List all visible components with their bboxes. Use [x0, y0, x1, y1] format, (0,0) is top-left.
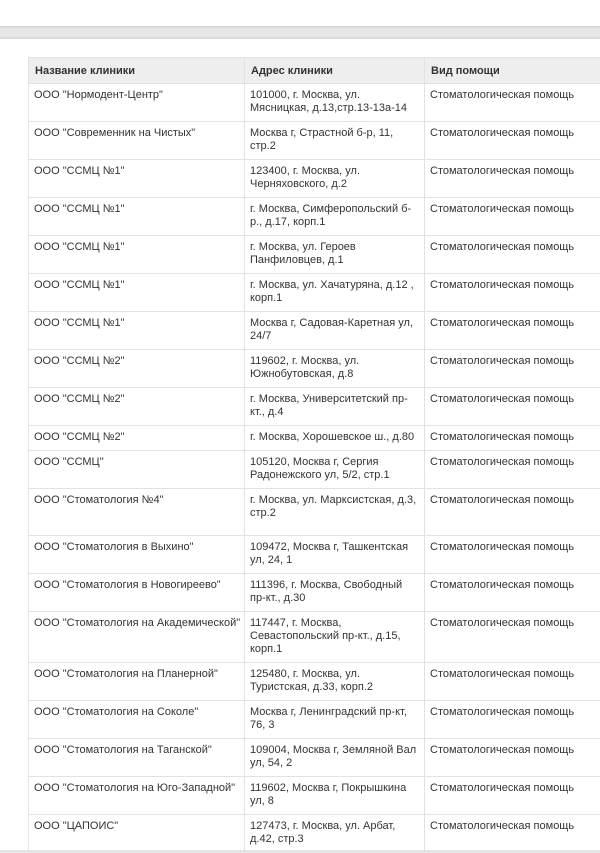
clinic-name: ООО "Стоматология на Юго-Западной" [29, 777, 245, 815]
clinic-name: ООО "Стоматология в Выхино" [29, 536, 245, 574]
clinic-list-card [0, 39, 600, 850]
service-type: Стоматологическая помощь [425, 160, 600, 198]
table-row [29, 536, 600, 574]
service-type: Стоматологическая помощь [425, 815, 600, 853]
clinic-address: Москва г, Ленинградский пр-кт, 76, 3 [245, 701, 425, 739]
table-row [29, 122, 600, 160]
clinic-address: 127473, г. Москва, ул. Арбат, д.42, стр.3 [245, 815, 425, 853]
table-row [29, 236, 600, 274]
clinic-name: ООО "ССМЦ №1" [29, 160, 245, 198]
service-type: Стоматологическая помощь [425, 350, 600, 388]
top-card [0, 0, 600, 26]
table-row [29, 388, 600, 426]
table-row [29, 701, 600, 739]
table-row [29, 312, 600, 350]
table-row [29, 739, 600, 777]
clinic-address: г. Москва, Университетский пр-кт., д.4 [245, 388, 425, 426]
service-type: Стоматологическая помощь [425, 574, 600, 612]
clinic-name: ООО "Стоматология №4" [29, 489, 245, 536]
service-type: Стоматологическая помощь [425, 84, 600, 122]
clinic-address: 123400, г. Москва, ул. Черняховского, д.2 [245, 160, 425, 198]
service-type: Стоматологическая помощь [425, 701, 600, 739]
service-type: Стоматологическая помощь [425, 312, 600, 350]
header-clinic-name: Название клиники [29, 58, 245, 84]
table-row [29, 426, 600, 451]
service-type: Стоматологическая помощь [425, 536, 600, 574]
clinic-address: г. Москва, ул. Героев Панфиловцев, д.1 [245, 236, 425, 274]
service-type: Стоматологическая помощь [425, 198, 600, 236]
clinic-name: ООО "ССМЦ №2" [29, 388, 245, 426]
service-type: Стоматологическая помощь [425, 274, 600, 312]
clinic-table [28, 57, 600, 853]
table-row [29, 815, 600, 853]
clinic-address: 101000, г. Москва, ул. Мясницкая, д.13,стр.13-13а-14 [245, 84, 425, 122]
clinic-name: ООО "ССМЦ №1" [29, 236, 245, 274]
clinic-address: г. Москва, ул. Марксистская, д.3, стр.2 [245, 489, 425, 536]
clinic-address: Москва г, Страстной б-р, 11, стр.2 [245, 122, 425, 160]
clinic-address: 125480, г. Москва, ул. Туристская, д.33, корп.2 [245, 663, 425, 701]
clinic-address: 109004, Москва г, Земляной Вал ул, 54, 2 [245, 739, 425, 777]
table-row [29, 84, 600, 122]
header-clinic-address: Адрес клиники [245, 58, 425, 84]
service-type: Стоматологическая помощь [425, 451, 600, 489]
clinic-name: ООО "ССМЦ №1" [29, 312, 245, 350]
clinic-name: ООО "ЦАПОИС" [29, 815, 245, 853]
clinic-address: г. Москва, Симферопольский б-р., д.17, корп.1 [245, 198, 425, 236]
table-row [29, 612, 600, 663]
header-service-type: Вид помощи [425, 58, 600, 84]
table-row [29, 451, 600, 489]
clinic-address: 119602, Москва г, Покрышкина ул, 8 [245, 777, 425, 815]
service-type: Стоматологическая помощь [425, 426, 600, 451]
table-row [29, 574, 600, 612]
service-type: Стоматологическая помощь [425, 236, 600, 274]
service-type: Стоматологическая помощь [425, 663, 600, 701]
table-row [29, 198, 600, 236]
table-row [29, 777, 600, 815]
service-type: Стоматологическая помощь [425, 122, 600, 160]
clinic-address: г. Москва, Хорошевское ш., д.80 [245, 426, 425, 451]
clinic-address: 119602, г. Москва, ул. Южнобутовская, д.8 [245, 350, 425, 388]
table-row [29, 663, 600, 701]
clinic-name: ООО "Стоматология в Новогиреево" [29, 574, 245, 612]
table-row [29, 274, 600, 312]
table-row [29, 350, 600, 388]
clinic-name: ООО "Нормодент-Центр" [29, 84, 245, 122]
table-header-row [29, 58, 600, 84]
clinic-name: ООО "Стоматология на Академической" [29, 612, 245, 663]
clinic-name: ООО "Стоматология на Планерной" [29, 663, 245, 701]
clinic-name: ООО "Стоматология на Соколе" [29, 701, 245, 739]
service-type: Стоматологическая помощь [425, 777, 600, 815]
clinic-address: 105120, Москва г, Сергия Радонежского ул, 5/2, стр.1 [245, 451, 425, 489]
clinic-name: ООО "ССМЦ №2" [29, 350, 245, 388]
service-type: Стоматологическая помощь [425, 388, 600, 426]
clinic-address: 111396, г. Москва, Свободный пр-кт., д.30 [245, 574, 425, 612]
table-row [29, 160, 600, 198]
clinic-address: Москва г, Садовая-Каретная ул, 24/7 [245, 312, 425, 350]
clinic-name: ООО "ССМЦ №1" [29, 198, 245, 236]
clinic-name: ООО "ССМЦ №1" [29, 274, 245, 312]
clinic-address: 109472, Москва г, Ташкентская ул, 24, 1 [245, 536, 425, 574]
clinic-name: ООО "Современник на Чистых" [29, 122, 245, 160]
service-type: Стоматологическая помощь [425, 612, 600, 663]
service-type: Стоматологическая помощь [425, 489, 600, 536]
table-row [29, 489, 600, 536]
clinic-name: ООО "ССМЦ" [29, 451, 245, 489]
clinic-name: ООО "Стоматология на Таганской" [29, 739, 245, 777]
clinic-address: 117447, г. Москва, Севастопольский пр-кт., д.15, корп.1 [245, 612, 425, 663]
service-type: Стоматологическая помощь [425, 739, 600, 777]
clinic-name: ООО "ССМЦ №2" [29, 426, 245, 451]
clinic-address: г. Москва, ул. Хачатуряна, д.12 , корп.1 [245, 274, 425, 312]
